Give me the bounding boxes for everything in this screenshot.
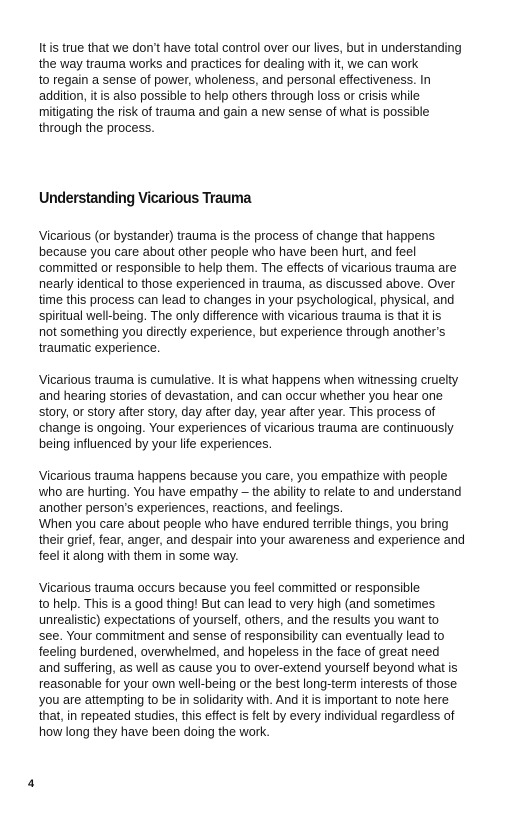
text-line: their grief, fear, anger, and despair into your awareness and experience and [39,533,465,547]
text-line: to help. This is a good thing! But can lead to very high (and sometimes [39,597,436,611]
text-line: unrealistic) expectations of yourself, others, and the results you want to [39,613,439,627]
text-line: and suffering, as well as cause you to over-extend yourself beyond what is [39,661,458,675]
text-line: see. Your commitment and sense of responsibility can eventually lead to [39,629,445,643]
text-line: that, in repeated studies, this effect is felt by every individual regardless of [39,709,455,723]
text-line: Vicarious trauma is cumulative. It is what happens when witnessing cruelty [39,373,459,387]
intro-paragraph [39,40,499,136]
text-line: addition, it is also possible to help others through loss or crisis while [39,89,420,103]
body-paragraph-4 [39,580,499,740]
body-paragraph-2 [39,372,499,452]
text-line: nearly identical to those experienced in trauma, as discussed above. Over [39,277,455,291]
text-line: When you care about people who have endured terrible things, you bring [39,517,449,531]
text-line: story, or story after story, day after day, year after year. This process of [39,405,436,419]
text-line: not something you directly experience, but experience through another’s [39,325,446,339]
text-line: who are hurting. You have empathy – the ability to relate to and understand [39,485,462,499]
text-line: spiritual well-being. The only difference with vicarious trauma is that it is [39,309,442,323]
text-line: being influenced by your life experiences. [39,437,273,451]
text-line: time this process can lead to changes in your psychological, physical, and [39,293,455,307]
text-line: change is ongoing. Your experiences of vicarious trauma are continuously [39,421,454,435]
text-line: Vicarious trauma occurs because you feel committed or responsible [39,581,421,595]
text-line: another person’s experiences, reactions, and feelings. [39,501,344,515]
page-number: 4 [28,778,35,790]
text-line: Vicarious trauma happens because you care, you empathize with people [39,469,448,483]
text-line: It is true that we don’t have total control over our lives, but in understanding [39,41,462,55]
text-line: committed or responsible to help them. The effects of vicarious trauma are [39,261,457,275]
text-line: Vicarious (or bystander) trauma is the process of change that happens [39,229,435,243]
text-line: to regain a sense of power, wholeness, and personal effectiveness. In [39,73,431,87]
text-line: the way trauma works and practices for dealing with it, we can work [39,57,419,71]
text-line: traumatic experience. [39,341,161,355]
body-paragraph-3 [39,468,499,564]
body-paragraph-1 [39,228,499,356]
text-line: because you care about other people who have been hurt, and feel [39,245,417,259]
text-line: mitigating the risk of trauma and gain a new sense of what is possible [39,105,430,119]
text-line: through the process. [39,121,155,135]
text-line: how long they have been doing the work. [39,725,270,739]
text-line: feeling burdened, overwhelmed, and hopeless in the face of great need [39,645,440,659]
text-line: and hearing stories of devastation, and can occur whether you hear one [39,389,443,403]
section-heading: Understanding Vicarious Trauma [39,190,251,207]
text-line: reasonable for your own well-being or the best long-term interests of those [39,677,458,691]
text-line: you are attempting to be in solidarity with. And it is important to note here [39,693,449,707]
text-line: feel it along with them in some way. [39,549,239,563]
